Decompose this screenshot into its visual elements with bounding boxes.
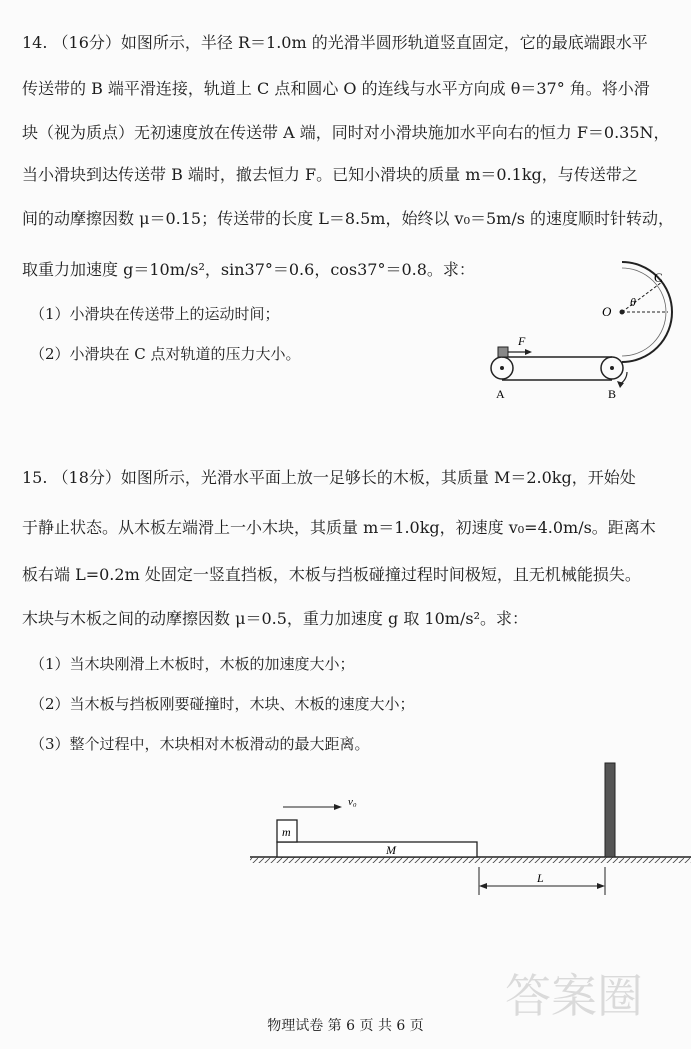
label-l: L — [537, 871, 544, 885]
q15-line-2: 于静止状态。从木板左端滑上一小木块，其质量 m＝1.0kg，初速度 v₀=4.0m/s。距离木 — [22, 518, 656, 537]
page-footer: 物理试卷 第 6 页 共 6 页 — [267, 1018, 424, 1034]
label-small-m: m — [282, 825, 291, 839]
q15-question-1: （1）当木块刚滑上木板时，木板的加速度大小； — [30, 655, 355, 673]
label-big-m: M — [386, 843, 396, 857]
q14-question-2: （2）小滑块在 C 点对轨道的压力大小。 — [30, 345, 301, 363]
label-a: A — [496, 387, 505, 401]
label-v0: v₀ — [348, 796, 357, 808]
watermark-logo: 答案圈 — [505, 969, 643, 1023]
q15-line-3: 板右端 L=0.2m 处固定一竖直挡板，木板与挡板碰撞过程时间极短，且无机械能损失。 — [22, 565, 641, 584]
label-theta: θ — [630, 295, 636, 309]
q14-figure — [480, 255, 680, 410]
q15-figure — [240, 760, 691, 905]
q15-line-1: 15. （18分）如图所示，光滑水平面上放一足够长的木板，其质量 M＝2.0kg，开始处 — [22, 468, 636, 487]
wall — [605, 763, 615, 857]
q14-line-6: 取重力加速度 g＝10m/s²，sin37°＝0.6，cos37°＝0.8。求： — [22, 260, 475, 279]
q14-line-1: 14. （16分）如图所示，半径 R＝1.0m 的光滑半圆形轨道竖直固定，它的最底端跟水平 — [22, 33, 648, 52]
q14-line-4: 当小滑块到达传送带 B 端时，撤去恒力 F。已知小滑块的质量 m＝0.1kg，与传送带之 — [22, 165, 638, 184]
q15-line-4: 木块与木板之间的动摩擦因数 μ＝0.5，重力加速度 g 取 10m/s²。求： — [22, 609, 528, 628]
q14-line-2: 传送带的 B 端平滑连接，轨道上 C 点和圆心 O 的连线与水平方向成 θ＝37° 角。将小滑 — [22, 79, 650, 98]
q14-question-1: （1）小滑块在传送带上的运动时间； — [30, 305, 280, 323]
label-f: F — [518, 334, 526, 348]
q15-question-3: （3）整个过程中，木块相对木板滑动的最大距离。 — [30, 735, 370, 753]
q14-line-3: 块（视为质点）无初速度放在传送带 A 端，同时对小滑块施加水平向右的恒力 F＝0.35N， — [22, 123, 670, 142]
label-b: B — [608, 387, 617, 401]
q15-question-2: （2）当木板与挡板刚要碰撞时，木块、木板的速度大小； — [30, 695, 415, 713]
label-o: O — [602, 304, 612, 319]
slider-block — [498, 347, 508, 357]
board-m — [277, 842, 477, 857]
label-c: C — [654, 270, 663, 285]
q14-line-5: 间的动摩擦因数 μ＝0.15；传送带的长度 L＝8.5m，始终以 v₀＝5m/s 的速度顺时针转动， — [22, 209, 675, 228]
